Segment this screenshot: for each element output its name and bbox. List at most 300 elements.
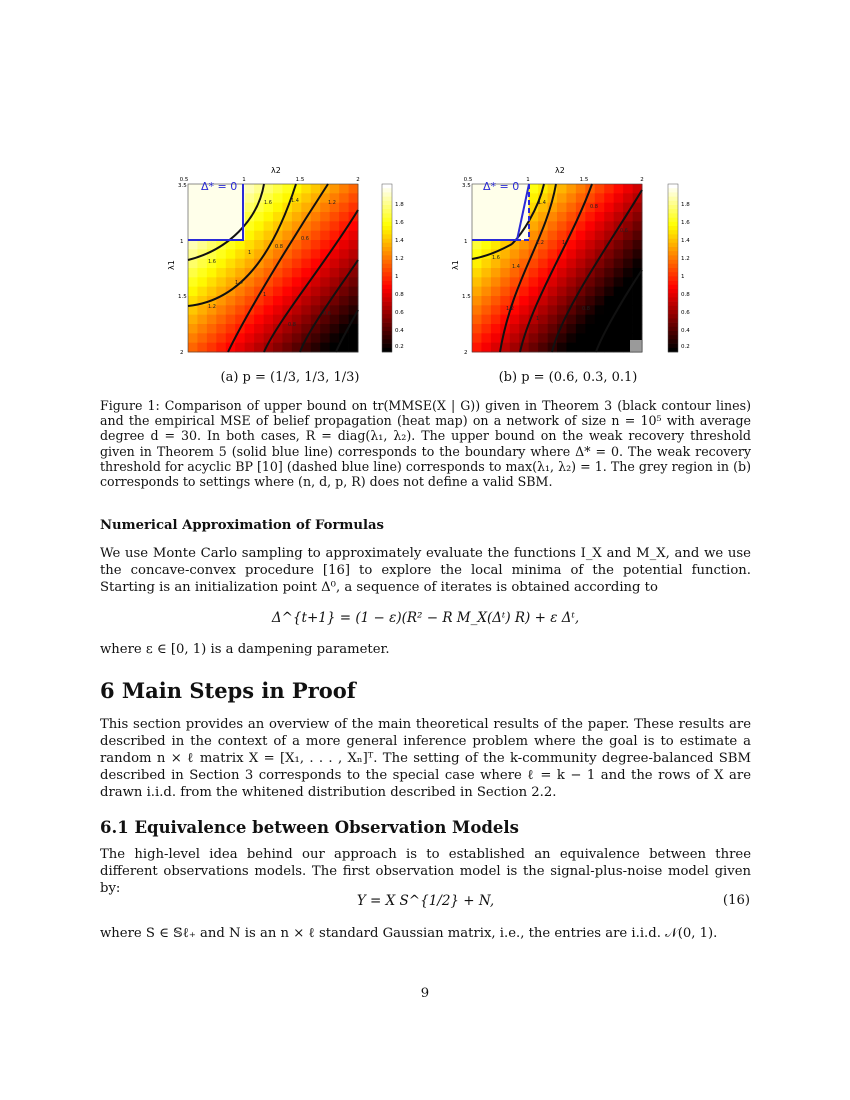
heatmap-cell	[500, 193, 510, 203]
colorbar-step	[382, 188, 392, 193]
colorbar-step	[668, 331, 678, 336]
colorbar-step	[382, 289, 392, 294]
heatmap-cell	[500, 249, 510, 259]
heatmap-cell	[188, 268, 198, 278]
heatmap-cell	[548, 305, 558, 315]
colorbar-tick-b-8: 0.2	[681, 344, 690, 350]
heatmap-cell	[273, 193, 283, 203]
heatmap-cell	[557, 193, 567, 203]
colorbar-step	[668, 255, 678, 260]
colorbar-step	[668, 188, 678, 193]
heatmap-cell	[472, 296, 482, 306]
colorbar-b	[668, 184, 690, 352]
colorbar-step	[668, 272, 678, 277]
heatmap-cell	[529, 231, 539, 241]
colorbar-step	[668, 201, 678, 206]
heatmap-cell	[585, 296, 595, 306]
heatmap-cell	[226, 305, 236, 315]
heatmap-cell	[576, 333, 586, 343]
heatmap-cell	[226, 259, 236, 269]
heatmap-cell	[633, 249, 643, 259]
heatmap-cell	[566, 249, 576, 259]
heatmap-cell	[282, 296, 292, 306]
x-tick-a-0: 0.5	[179, 177, 189, 183]
colorbar-step	[668, 239, 678, 244]
heatmap-cell	[339, 184, 349, 194]
heatmap-cell	[557, 305, 567, 315]
heatmap-cell	[548, 296, 558, 306]
heatmap-cell	[510, 343, 520, 353]
heatmap-cell	[604, 259, 614, 269]
heatmap-cell	[216, 315, 226, 325]
heatmap-cell	[226, 249, 236, 259]
heatmap-cell	[576, 249, 586, 259]
heatmap-cell	[595, 221, 605, 231]
heatmap-cell	[264, 305, 274, 315]
heatmap-cell	[500, 287, 510, 297]
heatmap-cell	[491, 296, 501, 306]
heatmap-cell	[207, 315, 217, 325]
heatmap-cell	[566, 343, 576, 353]
colorbar-step	[382, 197, 392, 202]
contour-label-a-7: 1.4	[235, 280, 243, 286]
heatmap-cell	[566, 324, 576, 334]
contour-label-b-4: 0.6	[620, 228, 628, 234]
heatmap-cell	[566, 333, 576, 343]
colorbar-step	[668, 243, 678, 248]
heatmap-cell	[320, 240, 330, 250]
heatmap-cell	[500, 268, 510, 278]
heatmap-cell	[188, 212, 198, 222]
heatmap-cell	[273, 296, 283, 306]
heatmap-cell	[481, 287, 491, 297]
heatmap-cell	[216, 221, 226, 231]
colorbar-step	[668, 276, 678, 281]
heatmap-cell	[585, 343, 595, 353]
heatmap-cell	[585, 324, 595, 334]
heatmap-cell	[330, 184, 340, 194]
contour-label-a-1: 1.4	[291, 198, 299, 204]
colorbar-tick-a-6: 0.6	[395, 310, 404, 316]
heatmap-cell	[576, 296, 586, 306]
heatmap-cell	[320, 212, 330, 222]
heatmap-cell	[282, 268, 292, 278]
colorbar-step	[382, 293, 392, 298]
heatmap-cell	[264, 315, 274, 325]
heatmap-cell	[254, 305, 264, 315]
heatmap-cell	[472, 193, 482, 203]
heatmap-cell	[623, 268, 633, 278]
heatmap-cell	[188, 240, 198, 250]
heatmap-cell	[188, 184, 198, 194]
heatmap-cell	[207, 221, 217, 231]
contour-label-b-5: 1.6	[492, 255, 500, 261]
heatmap-cell	[472, 203, 482, 213]
heatmap-cell	[519, 249, 529, 259]
heatmap-cell	[188, 315, 198, 325]
colorbar-step	[668, 344, 678, 349]
heatmap-cell	[282, 343, 292, 353]
heatmap-cell	[510, 333, 520, 343]
heatmap-cell	[604, 203, 614, 213]
heatmap-cell	[529, 277, 539, 287]
heatmap-cell	[330, 221, 340, 231]
heatmap-b-svg	[452, 160, 702, 365]
colorbar-step	[668, 314, 678, 319]
heatmap-cell	[491, 305, 501, 315]
colorbar-step	[382, 205, 392, 210]
heatmap-cell	[311, 249, 321, 259]
heatmap-cell	[557, 221, 567, 231]
heatmap-cell	[510, 315, 520, 325]
colorbar-step	[668, 310, 678, 315]
heatmap-cell	[330, 333, 340, 343]
heatmap-cell	[566, 277, 576, 287]
contour-label-a-3: 1	[248, 250, 252, 256]
corner-tick-b: 3.5	[462, 183, 471, 189]
heatmap-cell	[330, 315, 340, 325]
heatmap-cell	[604, 305, 614, 315]
colorbar-step	[382, 239, 392, 244]
heatmap-cell	[529, 184, 539, 194]
heatmap-cell	[339, 305, 349, 315]
heatmap-cells-b	[472, 184, 642, 352]
colorbar-step	[668, 247, 678, 252]
colorbar-step	[668, 218, 678, 223]
heatmap-cell	[614, 249, 624, 259]
heatmap-cell	[472, 343, 482, 353]
contour-label-b-0: 1.4	[538, 200, 546, 206]
heatmap-cell	[614, 240, 624, 250]
heatmap-cell	[282, 221, 292, 231]
heatmap-cell	[510, 193, 520, 203]
heatmap-cell	[538, 315, 548, 325]
heatmap-cell	[623, 249, 633, 259]
colorbar-step	[382, 243, 392, 248]
heatmap-cell	[472, 277, 482, 287]
heatmap-cell	[197, 277, 207, 287]
heatmap-cell	[339, 193, 349, 203]
heatmap-cell	[188, 343, 198, 353]
heatmap-cell	[519, 287, 529, 297]
heatmap-cell	[292, 277, 302, 287]
heatmap-cell	[633, 287, 643, 297]
x-tick-a-1: 1	[242, 177, 246, 183]
heatmap-cell	[614, 268, 624, 278]
heatmap-cell	[472, 240, 482, 250]
heatmap-cell	[576, 184, 586, 194]
equation-iterates: Δ^{t+1} = (1 − ε)(R² − R M_X(Δᵗ) R) + ε Δᵗ,	[271, 610, 580, 626]
heatmap-cell	[614, 324, 624, 334]
colorbar-step	[382, 306, 392, 311]
y-tick-b-2: 1.5	[462, 294, 471, 300]
heatmap-cell	[481, 333, 491, 343]
colorbar-step	[668, 323, 678, 328]
heatmap-cell	[529, 333, 539, 343]
heatmap-cell	[566, 193, 576, 203]
heatmap-cell	[491, 268, 501, 278]
x-tick-b-1: 1	[526, 177, 530, 183]
heatmap-cell	[500, 231, 510, 241]
heatmap-cell	[245, 324, 255, 334]
section-heading-6: 6 Main Steps in Proof	[100, 678, 356, 703]
colorbar-step	[382, 268, 392, 273]
colorbar-step	[382, 276, 392, 281]
colorbar-tick-b-4: 1	[681, 274, 685, 280]
heatmap-cell	[339, 212, 349, 222]
section-heading-6-1: 6.1 Equivalence between Observation Models	[100, 818, 519, 837]
colorbar-step	[382, 201, 392, 206]
heatmap-cell	[472, 305, 482, 315]
heatmap-cell	[576, 231, 586, 241]
heatmap-cell	[491, 277, 501, 287]
contour-label-a-5: 0.6	[301, 236, 309, 242]
heatmap-cell	[500, 212, 510, 222]
heatmap-cell	[595, 305, 605, 315]
heatmap-cell	[197, 193, 207, 203]
colorbar-step	[382, 213, 392, 218]
heatmap-cell	[197, 287, 207, 297]
heatmap-cell	[339, 240, 349, 250]
heatmap-cell	[264, 184, 274, 194]
page-number: 9	[420, 986, 430, 1001]
colorbar-step	[382, 314, 392, 319]
heatmap-cell	[349, 231, 359, 241]
equation-number-16: (16)	[722, 893, 750, 908]
colorbar-step	[382, 218, 392, 223]
heatmap-cell	[301, 184, 311, 194]
heatmap-cell	[207, 343, 217, 353]
heatmap-cell	[216, 277, 226, 287]
colorbar-step	[382, 348, 392, 353]
heatmap-cell	[614, 193, 624, 203]
heatmap-cell	[245, 343, 255, 353]
contour-label-a-2: 1.2	[328, 200, 336, 206]
heatmap-cell	[245, 333, 255, 343]
heatmap-cell	[188, 203, 198, 213]
colorbar-gradient-a	[382, 184, 392, 352]
heatmap-cell	[349, 287, 359, 297]
heatmap-cell	[330, 231, 340, 241]
colorbar-step	[382, 192, 392, 197]
heatmap-cell	[197, 203, 207, 213]
heatmap-cell	[311, 221, 321, 231]
colorbar-step	[382, 209, 392, 214]
heatmap-cell	[339, 259, 349, 269]
colorbar-step	[382, 302, 392, 307]
heatmap-cell	[330, 305, 340, 315]
colorbar-tick-b-7: 0.4	[681, 328, 690, 334]
heatmap-cell	[481, 221, 491, 231]
heatmap-cell	[538, 259, 548, 269]
heatmap-cell	[566, 315, 576, 325]
heatmap-cell	[604, 343, 614, 353]
colorbar-step	[382, 323, 392, 328]
heatmap-cell	[254, 212, 264, 222]
x-tick-b-2: 1.5	[579, 177, 589, 183]
subsection-heading-numerical: Numerical Approximation of Formulas	[100, 518, 384, 533]
colorbar-step	[668, 302, 678, 307]
heatmap-cell	[254, 333, 264, 343]
colorbar-step	[382, 255, 392, 260]
heatmap-cell	[623, 193, 633, 203]
heatmap-cells-a	[188, 184, 358, 352]
heatmap-cell	[339, 287, 349, 297]
heatmap-cell	[311, 212, 321, 222]
contour-label-a-6: 1.6	[208, 259, 216, 265]
heatmap-cell	[576, 343, 586, 353]
heatmap-cell	[254, 268, 264, 278]
heatmap-cell	[585, 249, 595, 259]
heatmap-cell	[566, 240, 576, 250]
heatmap-cell	[207, 277, 217, 287]
heatmap-cell	[519, 305, 529, 315]
heatmap-cell	[226, 221, 236, 231]
heatmap-cell	[538, 333, 548, 343]
heatmap-cell	[339, 315, 349, 325]
heatmap-cell	[292, 203, 302, 213]
heatmap-cell	[481, 324, 491, 334]
heatmap-cell	[614, 277, 624, 287]
heatmap-cell	[491, 203, 501, 213]
heatmap-cell	[339, 203, 349, 213]
heatmap-cell	[623, 324, 633, 334]
heatmap-cell	[566, 268, 576, 278]
heatmap-cell	[510, 203, 520, 213]
colorbar-step	[382, 230, 392, 235]
heatmap-cell	[254, 315, 264, 325]
heatmap-cell	[188, 231, 198, 241]
heatmap-cell	[226, 324, 236, 334]
heatmap-cell	[557, 296, 567, 306]
heatmap-cell	[264, 212, 274, 222]
heatmap-cell	[226, 315, 236, 325]
heatmap-cell	[273, 343, 283, 353]
x-tick-a-3: 2	[356, 177, 360, 183]
colorbar-step	[382, 272, 392, 277]
colorbar-step	[668, 230, 678, 235]
heatmap-cell	[538, 249, 548, 259]
heatmap-cell	[633, 212, 643, 222]
y-tick-a-2: 1.5	[178, 294, 187, 300]
colorbar-tick-a-3: 1.2	[395, 256, 404, 262]
colorbar-step	[668, 197, 678, 202]
heatmap-cell	[604, 333, 614, 343]
colorbar-step	[382, 339, 392, 344]
heatmap-cell	[623, 184, 633, 194]
heatmap-cell	[216, 259, 226, 269]
heatmap-cell	[500, 296, 510, 306]
colorbar-tick-b-2: 1.4	[681, 238, 690, 244]
heatmap-a-svg	[168, 160, 418, 365]
heatmap-cell	[245, 287, 255, 297]
heatmap-cell	[301, 305, 311, 315]
heatmap-cell	[349, 277, 359, 287]
heatmap-cell	[585, 287, 595, 297]
heatmap-cell	[235, 249, 245, 259]
colorbar-step	[668, 192, 678, 197]
heatmap-cell	[595, 212, 605, 222]
equation-signal-plus-noise: Y = X S^{1/2} + N,	[356, 893, 495, 909]
heatmap-cell	[519, 240, 529, 250]
colorbar-step	[668, 268, 678, 273]
colorbar-step	[668, 293, 678, 298]
heatmap-cell	[245, 203, 255, 213]
heatmap-cell	[481, 277, 491, 287]
heatmap-cell	[595, 184, 605, 194]
heatmap-cell	[235, 305, 245, 315]
heatmap-cell	[623, 315, 633, 325]
heatmap-cell	[273, 287, 283, 297]
heatmap-cell	[548, 240, 558, 250]
colorbar-step	[668, 327, 678, 332]
top-axis-label-b: λ2	[555, 166, 565, 175]
y-tick-a-3: 2	[180, 350, 184, 356]
heatmap-cell	[538, 324, 548, 334]
heatmap-cell	[472, 221, 482, 231]
heatmap-cell	[557, 212, 567, 222]
top-axis-label-a: λ2	[271, 166, 281, 175]
heatmap-cell	[585, 240, 595, 250]
heatmap-cell	[576, 315, 586, 325]
heatmap-cell	[604, 212, 614, 222]
heatmap-cell	[576, 259, 586, 269]
heatmap-cell	[292, 333, 302, 343]
heatmap-cell	[614, 184, 624, 194]
colorbar-step	[382, 285, 392, 290]
colorbar-step	[668, 226, 678, 231]
colorbar-step	[382, 264, 392, 269]
heatmap-cell	[491, 193, 501, 203]
heatmap-cell	[614, 333, 624, 343]
heatmap-cell	[595, 268, 605, 278]
paragraph-numerical: We use Monte Carlo sampling to approximately evaluate the functions I_X and M_X, and we use the concave-convex procedure [16] to explore the local minima of the potential function. Starting is an initialization point Δ⁰, a sequence of iterates is obtained according to	[100, 546, 751, 595]
heatmap-cell	[339, 249, 349, 259]
heatmap-cell	[500, 221, 510, 231]
heatmap-cell	[548, 287, 558, 297]
heatmap-cell	[491, 212, 501, 222]
heatmap-cell	[614, 315, 624, 325]
heatmap-cell	[197, 343, 207, 353]
heatmap-cell	[548, 249, 558, 259]
contour-label-a-9: 1	[263, 292, 267, 298]
heatmap-cell	[472, 212, 482, 222]
heatmap-cell	[292, 212, 302, 222]
colorbar-step	[668, 234, 678, 239]
heatmap-cell	[349, 240, 359, 250]
left-axis-label-b: λ1	[451, 260, 460, 270]
contour-label-b-2: 1	[562, 240, 566, 246]
delta-label-a: Δ* = 0	[201, 180, 238, 193]
heatmap-cell	[633, 221, 643, 231]
colorbar-step	[382, 318, 392, 323]
colorbar-tick-b-1: 1.6	[681, 220, 690, 226]
heatmap-cell	[472, 315, 482, 325]
heatmap-cell	[472, 259, 482, 269]
colorbar-tick-a-2: 1.4	[395, 238, 404, 244]
heatmap-cell	[301, 268, 311, 278]
heatmap-cell	[510, 221, 520, 231]
heatmap-cell	[311, 333, 321, 343]
heatmap-cell	[576, 221, 586, 231]
heatmap-cell	[500, 277, 510, 287]
contour-label-a-0: 1.6	[264, 200, 272, 206]
heatmap-cell	[197, 212, 207, 222]
heatmap-cell	[273, 277, 283, 287]
heatmap-cell	[623, 240, 633, 250]
heatmap-cell	[614, 203, 624, 213]
heatmap-cell	[529, 324, 539, 334]
